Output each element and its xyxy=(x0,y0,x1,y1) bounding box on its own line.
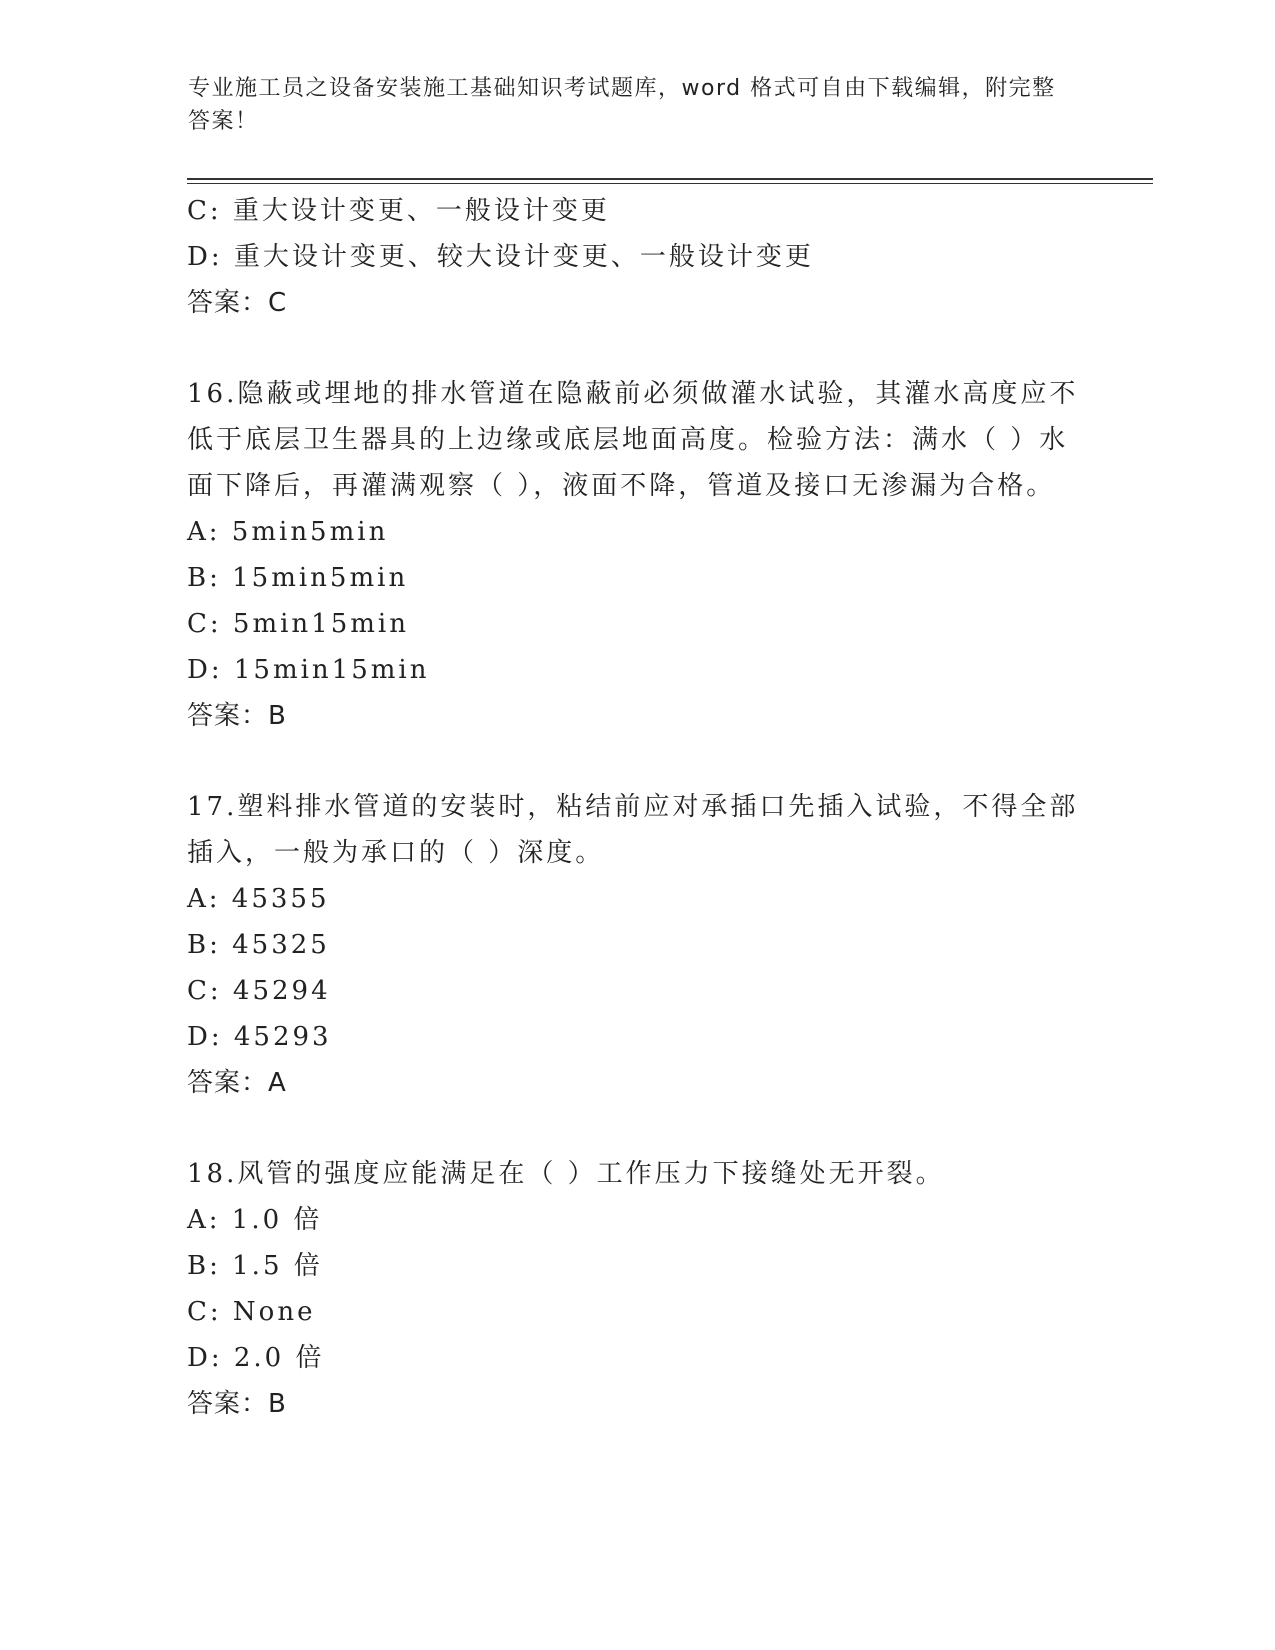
option-a: A: 5min5min xyxy=(187,517,389,547)
question-stem: 18.风管的强度应能满足在（ ）工作压力下接缝处无开裂。 xyxy=(187,1159,945,1189)
answer-line: 答案：B xyxy=(187,1389,287,1419)
option-c: C: 5min15min xyxy=(187,609,409,639)
question-block-prev xyxy=(187,188,1087,326)
option-b: B: 45325 xyxy=(187,930,330,960)
option-b: B: 15min5min xyxy=(187,563,409,593)
option-d: D: 45293 xyxy=(187,1022,332,1052)
question-stem: 17.塑料排水管道的安装时，粘结前应对承插口先插入试验，不得全部插入，一般为承口的（ ）深度。 xyxy=(187,792,1079,868)
option-c: C: None xyxy=(187,1297,316,1327)
answer-line: 答案：B xyxy=(187,701,287,731)
option-a: A: 45355 xyxy=(187,884,330,914)
option-b: B: 1.5 倍 xyxy=(187,1251,323,1281)
question-block-17 xyxy=(187,784,1087,1106)
option-c: C: 重大设计变更、一般设计变更 xyxy=(187,196,610,226)
question-list xyxy=(187,188,1087,1427)
option-d: D: 重大设计变更、较大设计变更、一般设计变更 xyxy=(187,242,814,272)
answer-line: 答案：C xyxy=(187,288,288,318)
question-stem: 16.隐蔽或埋地的排水管道在隐蔽前必须做灌水试验，其灌水高度应不低于底层卫生器具的上边缘或底层地面高度。检验方法：满水（ ）水面下降后，再灌满观察（ ），液面不降，管道及接口无渗漏为合格。 xyxy=(187,379,1079,501)
header-divider-thin xyxy=(187,183,1153,184)
question-block-18 xyxy=(187,1151,1087,1427)
page-header: 专业施工员之设备安装施工基础知识考试题库，word 格式可自由下载编辑，附完整答案！ xyxy=(188,76,1056,134)
option-d: D: 15min15min xyxy=(187,655,430,685)
question-block-16 xyxy=(187,371,1087,739)
header-divider-thick xyxy=(187,178,1153,180)
option-d: D: 2.0 倍 xyxy=(187,1343,325,1373)
option-a: A: 1.0 倍 xyxy=(187,1205,323,1235)
option-c: C: 45294 xyxy=(187,976,331,1006)
answer-line: 答案：A xyxy=(187,1068,287,1098)
